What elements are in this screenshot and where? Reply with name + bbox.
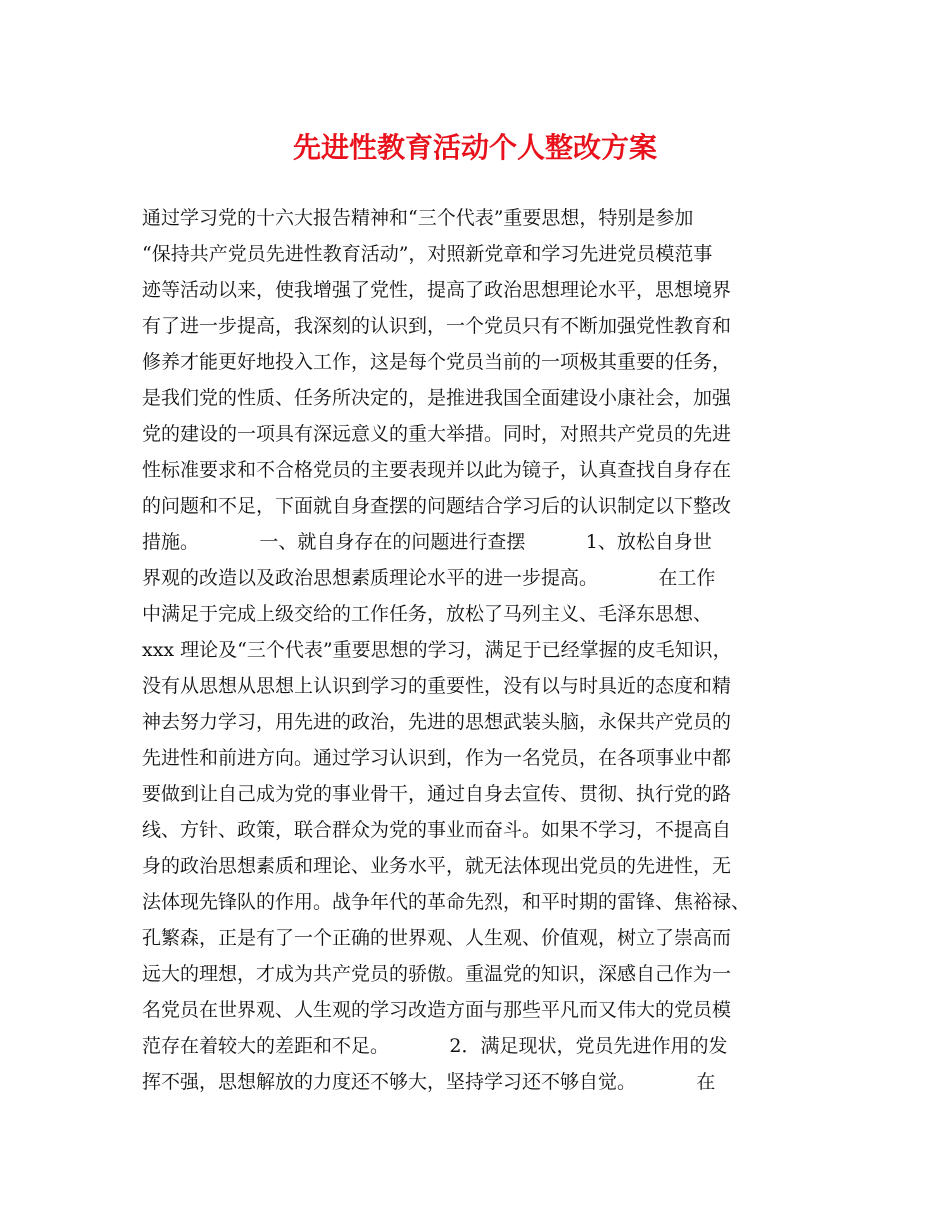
body-text-line: 措施。 一、就自身存在的问题进行查摆 1、放松自身世 — [142, 531, 712, 553]
body-text-line: 中满足于完成上级交给的工作任务，放松了马列主义、毛泽东思想、 — [142, 603, 713, 625]
body-text-line: 神去努力学习，用先进的政治，先进的思想武装头脑，永保共产党员的 — [142, 711, 732, 733]
body-text-line: 先进性和前进方向。通过学习认识到，作为一名党员，在各项事业中都 — [142, 747, 732, 769]
body-text-line: 线、方针、政策，联合群众为党的事业而奋斗。如果不学习，不提高自 — [142, 819, 732, 841]
body-text-line: 挥不强，思想解放的力度还不够大，坚持学习还不够自觉。 在 — [142, 1071, 716, 1093]
body-text-line: 是我们党的性质、任务所决定的，是推进我国全面建设小康社会，加强 — [142, 387, 732, 409]
body-text-line: 远大的理想，才成为共产党员的骄傲。重温党的知识，深感自己作为一 — [142, 963, 732, 985]
body-text-line: 迹等活动以来，使我增强了党性，提高了政治思想理论水平，思想境界 — [142, 279, 732, 301]
body-text-line: “保持共产党员先进性教育活动”，对照新党章和学习先进党员模范事 — [142, 243, 713, 265]
body-text-line: 要做到让自己成为党的事业骨干，通过自身去宣传、贯彻、执行党的路 — [142, 783, 732, 805]
body-text-line: 修养才能更好地投入工作，这是每个党员当前的一项极其重要的任务， — [142, 351, 732, 373]
body-text-line: 通过学习党的十六大报告精神和“三个代表”重要思想，特别是参加 — [142, 207, 694, 229]
body-text-line: 有了进一步提高，我深刻的认识到，一个党员只有不断加强党性教育和 — [142, 315, 732, 337]
body-text-line: 没有从思想从思想上认识到学习的重要性，没有以与时具近的态度和精 — [142, 675, 732, 697]
body-text-line: 党的建设的一项具有深远意义的重大举措。同时，对照共产党员的先进 — [142, 423, 732, 445]
body-text-line: 法体现先锋队的作用。战争年代的革命先烈，和平时期的雷锋、焦裕禄、 — [142, 891, 751, 913]
body-text-line: 的问题和不足，下面就自身查摆的问题结合学习后的认识制定以下整改 — [142, 495, 732, 517]
document-title: 先进性教育活动个人整改方案 — [292, 131, 657, 164]
body-text-line: 孔繁森，正是有了一个正确的世界观、人生观、价值观，树立了崇高而 — [142, 927, 732, 949]
document-body — [142, 200, 842, 1100]
body-text-line: 范存在着较大的差距和不足。 2．满足现状，党员先进作用的发 — [142, 1035, 728, 1057]
body-text-line: xxx 理论及“三个代表”重要思想的学习，满足于已经掌握的皮毛知识， — [142, 639, 732, 661]
body-text-line: 名党员在世界观、人生观的学习改造方面与那些平凡而又伟大的党员模 — [142, 999, 732, 1021]
body-text-line: 身的政治思想素质和理论、业务水平，就无法体现出党员的先进性，无 — [142, 855, 732, 877]
body-text-line: 界观的改造以及政治思想素质理论水平的进一步提高。 在工作 — [142, 567, 716, 589]
body-text-line: 性标准要求和不合格党员的主要表现并以此为镜子，认真查找自身存在 — [142, 459, 732, 481]
